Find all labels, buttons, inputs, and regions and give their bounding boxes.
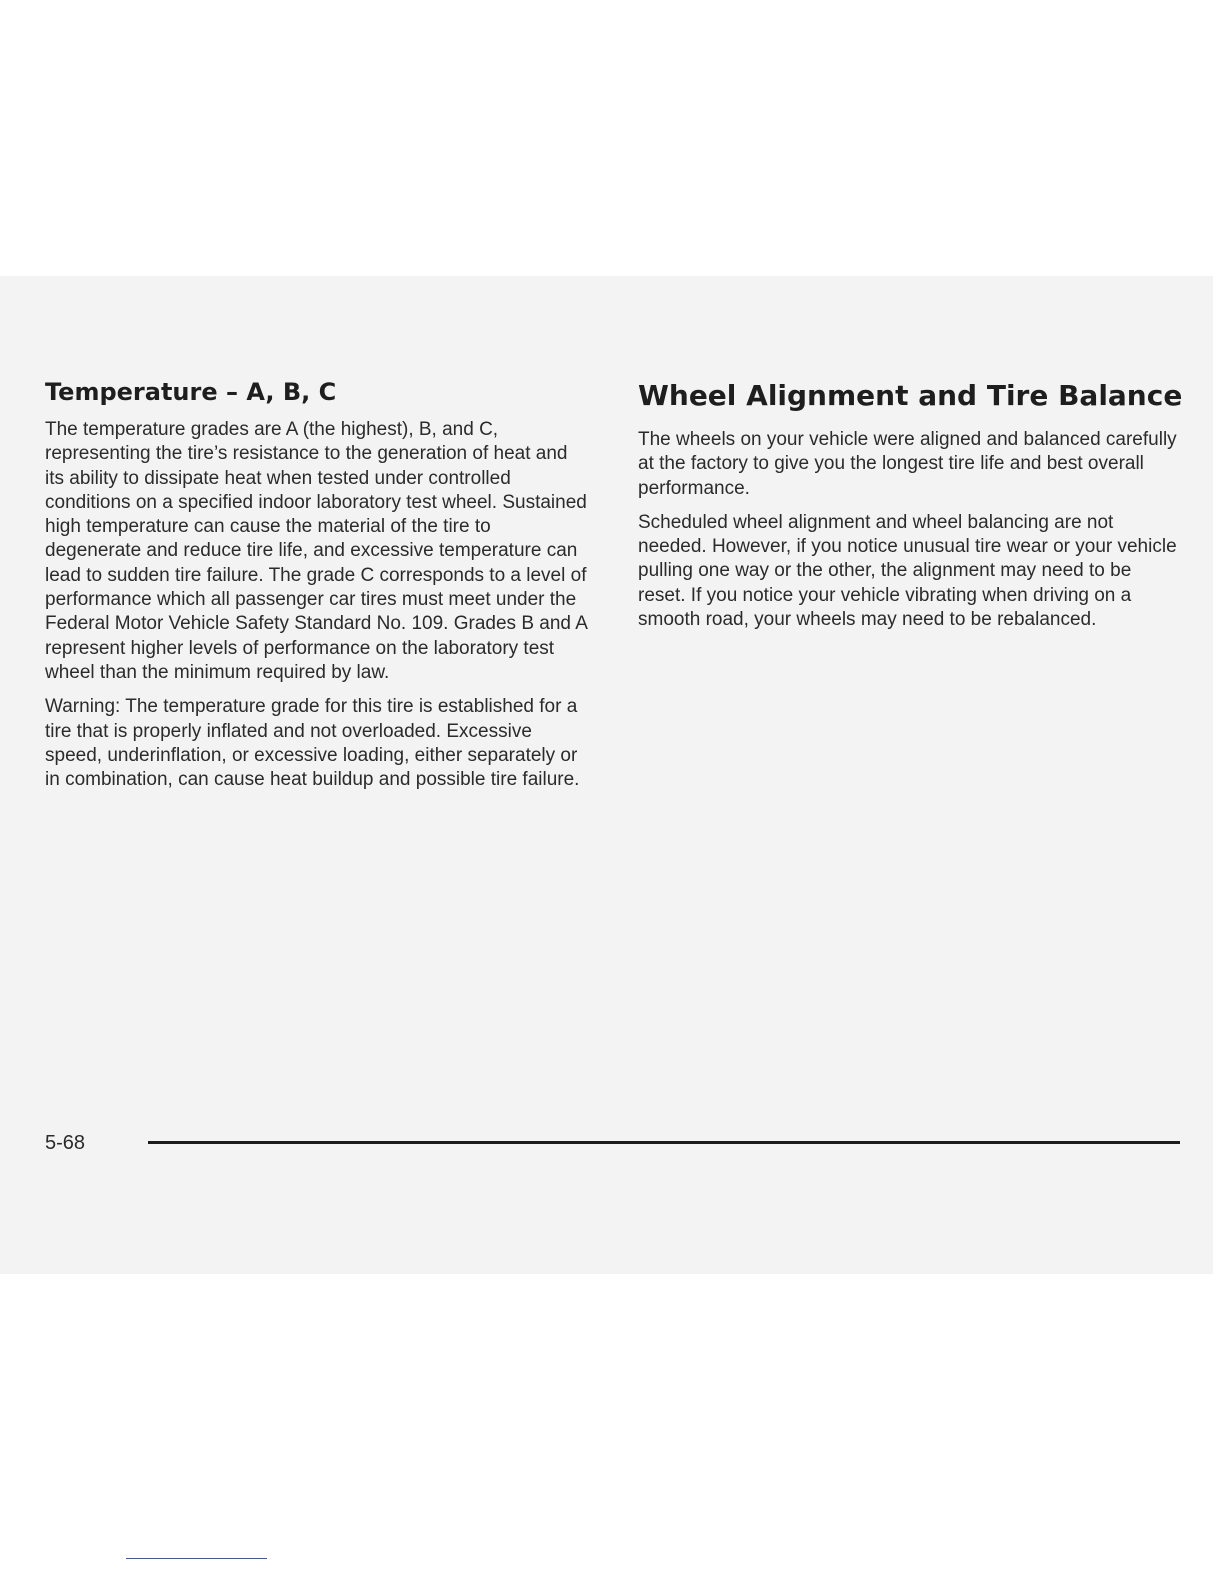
link-underline[interactable] [126,1558,267,1559]
temperature-heading: Temperature – A, B, C [45,378,337,406]
wheel-alignment-paragraph: The wheels on your vehicle were aligned and balanced carefully at the factory to give you the longest tire life and best overall performance. [638,429,1177,499]
temperature-paragraph: The temperature grades are A (the highest), B, and C, representing the tire’s resistance to the generation of heat and its ability to dissipate heat when tested under controlled conditions on a specified indoor laboratory test wheel. Sustained high temperature can cause the material of the tire to degenerate and reduce tire life, and excessive temperature can lead to sudden tire failure. The grade C corresponds to a level of performance which all passenger car tires must meet under the Federal Motor Vehicle Safety Standard No. 109. Grades B and A represent higher levels of performance on the laboratory test wheel than the minimum required by law. [45,419,587,683]
temperature-section [45,376,590,802]
footer-divider [148,1141,1180,1144]
page-number: 5-68 [45,1132,86,1154]
wheel-alignment-heading: Wheel Alignment and Tire Balance [638,379,1183,412]
wheel-balancing-paragraph: Scheduled wheel alignment and wheel balancing are not needed. However, if you notice unusual tire wear or your vehicle pulling one way or the other, the alignment may need to be reset. If you notice your vehicle vibrating when driving on a smooth road, your wheels may need to be rebalanced. [638,511,1177,631]
wheel-alignment-section [638,376,1183,642]
temperature-warning-paragraph: Warning: The temperature grade for this tire is established for a tire that is properly inflated and not overloaded. Excessive speed, underinflation, or excessive loading, either separately or in combination, can cause heat buildup and possible tire failure. [45,696,580,791]
